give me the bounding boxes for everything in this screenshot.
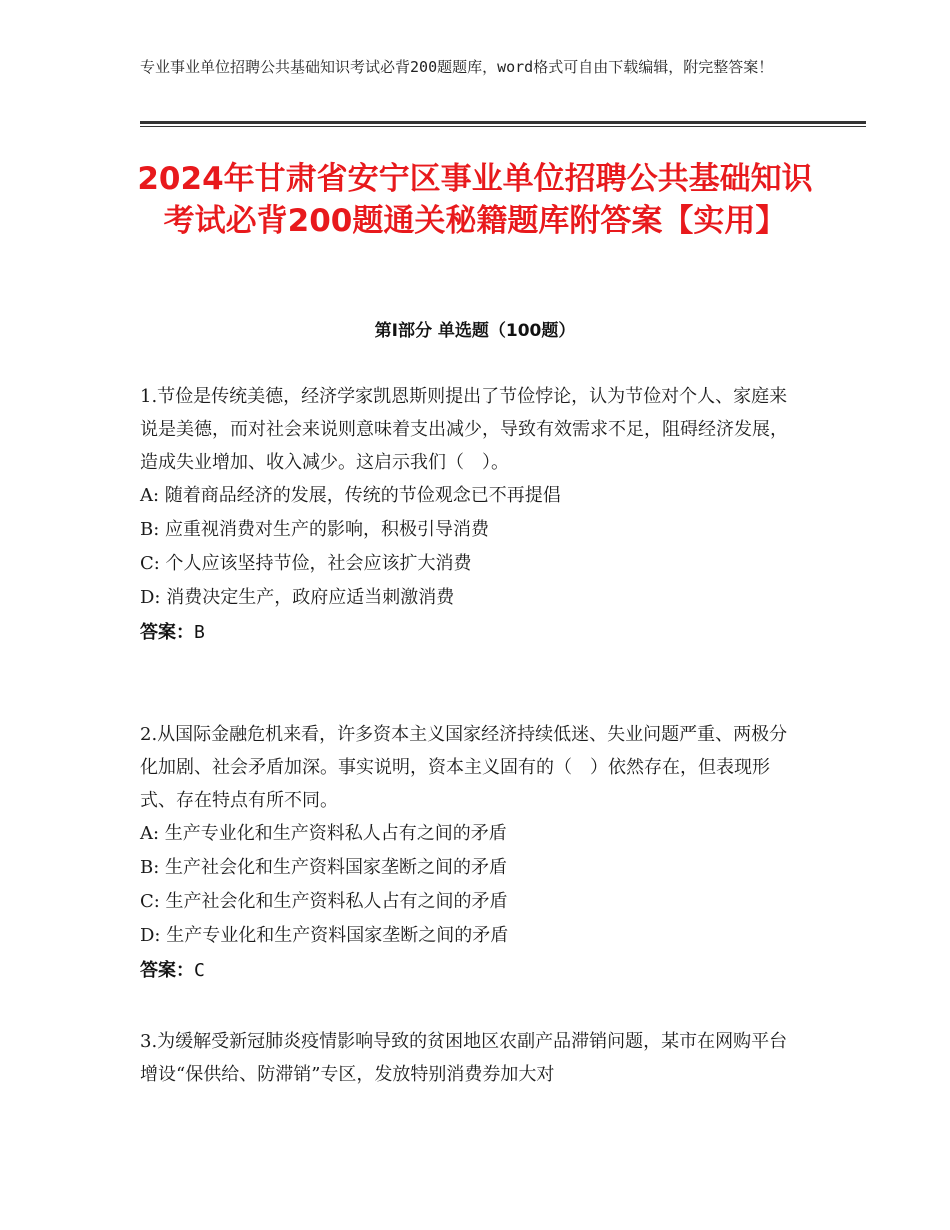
answer-label: 答案： [140, 960, 194, 981]
header-rule-thin [140, 126, 866, 127]
option-a: A: 生产专业化和生产资料私人占有之间的矛盾 [140, 823, 507, 844]
section-heading: 第Ⅰ部分 单选题（100题） [374, 321, 576, 341]
question-3 [140, 1025, 800, 1091]
question-stem: 1.节俭是传统美德，经济学家凯恩斯则提出了节俭悖论，认为节俭对个人、家庭来说是美德，而对社会来说则意味着支出减少，导致有效需求不足，阻碍经济发展，造成失业增加、收入减少。这启示我们（ ）。 [140, 386, 788, 473]
answer-line [140, 953, 800, 989]
header-rule-thick [140, 121, 866, 124]
header-note: 专业事业单位招聘公共基础知识考试必背200题题库，word格式可自由下载编辑，附完整答案！ [140, 58, 774, 76]
option-c: C: 个人应该坚持节俭，社会应该扩大消费 [140, 553, 472, 574]
question-stem: 3.为缓解受新冠肺炎疫情影响导致的贫困地区农副产品滞销问题，某市在网购平台增设“保供给、防滞销”专区，发放特别消费券加大对 [140, 1031, 788, 1085]
option-b: B: 生产社会化和生产资料国家垄断之间的矛盾 [140, 857, 508, 878]
option-a: A: 随着商品经济的发展，传统的节俭观念已不再提倡 [140, 485, 561, 506]
answer-line [140, 615, 800, 651]
answer-value: B [194, 622, 205, 643]
question-stem: 2.从国际金融危机来看，许多资本主义国家经济持续低迷、失业问题严重、两极分化加剧、社会矛盾加深。事实说明，资本主义固有的（ ）依然存在，但表现形式、存在特点有所不同。 [140, 724, 788, 811]
option-d: D: 生产专业化和生产资料国家垄断之间的矛盾 [140, 925, 509, 946]
option-b: B: 应重视消费对生产的影响，积极引导消费 [140, 519, 490, 540]
answer-label: 答案： [140, 622, 194, 643]
option-d: D: 消费决定生产，政府应适当刺激消费 [140, 587, 455, 608]
document-title: 2024年甘肃省安宁区事业单位招聘公共基础知识考试必背200题通关秘籍题库附答案【实用】 [137, 161, 813, 239]
question-1 [140, 380, 800, 651]
question-2 [140, 718, 800, 989]
option-c: C: 生产社会化和生产资料私人占有之间的矛盾 [140, 891, 508, 912]
answer-value: C [194, 960, 205, 981]
